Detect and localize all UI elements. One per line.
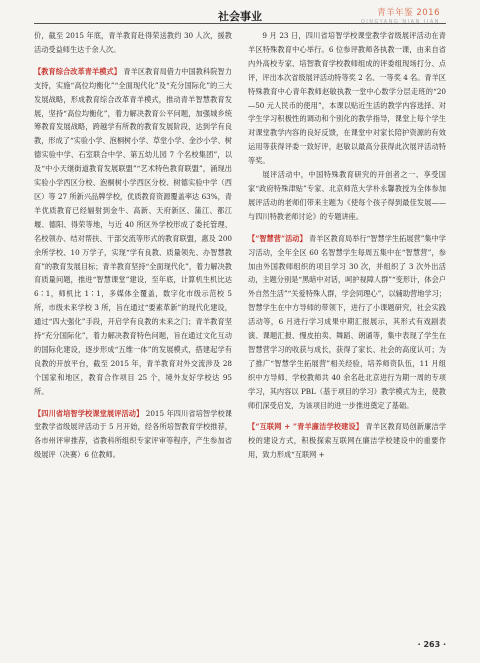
- section-internet-integrity-school: [248, 420, 446, 462]
- right-column: [248, 29, 446, 462]
- paragraph: 展评活动中，中国特殊教育研究的开创者之一、享受国家“政府特殊津贴”专家、北京师范大学朴永馨教授为全体参加展评活动的老师们带来主题为《使每个孩子得到最佳发展——与四川特教老师讨论》的专题讲座。: [248, 170, 446, 221]
- yearbook-title: 青羊年鉴 2016: [377, 8, 440, 18]
- section-heading: 【“互联网 + ”青羊廉洁学校建设】: [248, 422, 364, 432]
- section-body: 青羊区教育局借力中国教科院智力支持，实施“高位均衡化”“全面现代化”及“充分国际化”的三大发展战略，形成教育综合改革青羊模式，推动青羊智慧教育发展，坚持“高位均衡化”，着力解决教育公平问题，加强城乡统筹教育发展战略，跨越学有所教的教育发展阶段，达到学有良教，形成了“实验小学、泡桐树小学、草堂小学、金沙小学、树德实验中学、石室联合中学、第五幼儿园 7 个名校集团”，以及“中小天继街道教育发展联盟”“艺术特色教育联盟”，涌现出实验小学西区分校、泡桐树小学西区分校、树德实验中学（西区）等 27 所新兴品牌学校，优质教育资源覆盖率达 63%，青羊优质教育已经辐射到金牛、高新、天府新区、蒲江、都江堰、德阳、得荣等地，与近 40 所区外学校形成了委托管理、名校领办、结对帮扶、干部交流等形式的教育联盟，惠及 200 余所学校、10 万学子，实现“学有良教、质量领先、办智慧教育”的教育发展目标；青羊教育坚持“全面现代化”，着力解决教育质量问题，推进“智慧课堂”建设，至年底，计算机生机比达 6∶1，师机比 1∶1，多媒体全覆盖，数字化市级示范校 5 所，市级未来学校 3 所，旨在通过“要素革新”的现代化建设，通过“四大强化”手段，开启学有良教的未来之门；青羊教育坚持“充分国际化”，着力解决教育特色问题，旨在通过文化互动的国际化建设，逐步形成“五维一体”的发展模式，搭建起学有良教的开放平台，截至 2015 年，青羊教育对外交流涉及 28 个国家和地区，教育合作项目 25 个，境外友好学校达 95 所。: [34, 66, 232, 396]
- left-column: [34, 29, 232, 462]
- section-body: 青羊区教育局创新廉洁学校的建设方式，积极探索互联网在廉洁学校建设中的重要作用，致力形成“互联网 +: [248, 422, 447, 460]
- page-number: · 263 ·: [417, 640, 446, 649]
- section-heading: 【教育综合改革青羊模式】: [34, 66, 121, 76]
- paragraph: 价，截至 2015 年底，青羊教育赴得荣送教约 30 人次，援教活动受益师生达千余人次。: [34, 31, 232, 54]
- yearbook-pinyin: QINGYANG NIAN JIAN: [360, 19, 440, 25]
- paragraph: 9 月 23 日，四川省培智学校课堂教学省级展评活动在青羊区特殊教育中心举行。6 位参评教师各执教一课，由来自省内外高校专家、培智教育学校教师组成的评委组现场打分、点评，评出本次省级展评活动特等奖 2 名、一等奖 4 名。青羊区特殊教育中心青年教师赵敏执教一堂中心数学分层走班的“20—50 元人民币的使用”，本课以贴近生活的教学内容选择、对学生学习积极性的调动和个别化的教学指导，课堂上每个学生对课堂教学内容的良好反馈，在课堂中对家长陪护资源的有效运用等获得评委一致好评，赵敏以最高分获得此次展评活动特等奖。: [248, 31, 446, 166]
- section-heading: 【“智慧营”活动】: [248, 233, 307, 243]
- section-body: 青羊区教育局举行“智慧学生拓展营”集中学习活动，全年全区 60 名智慧学生每周五集中在“智慧营”，参加由外国教师组织的项目学习 30 次，并组织了 3 次外出活动，主题分别是“黑暗中对话，呵护视障人群”“变形计，体会户外自然生活”“关爱特殊人群，学会同理心”，以辅助营地学习；智慧学生在中方导师的带领下，进行了小课题研究，社会实践活动等，6 月进行学习成果中期汇报展示，其形式有戏剧表演、课题汇报、慢皮拍卖、舞蹈、朗诵等，集中表现了学生在智慧营学习的收获与成长，获得了家长、社会的高度认可；为了推广“智慧学生拓展营”相关经验，培养师资队伍，11 月组织中方导师、学校教师共 40 余名赴北京进行为期一周的专项学习，其内容以 PBL（基于项目的学习）教学模式为主，使教师们深受启发，为该项目的进一步推进奠定了基础。: [248, 233, 446, 410]
- section-smart-camp: [248, 232, 446, 413]
- section-body: 2015 年四川省培智学校课堂教学省级展评活动于 5 月开始，经各所培智教育学校推荐，各市州评审推荐，省教科所组织专家评审等程序，产生参加省级展评（决赛）6 位教师。: [34, 408, 232, 460]
- section-title: 社会事业: [218, 10, 262, 23]
- header-rule: [34, 23, 446, 24]
- section-special-school-showcase: [34, 407, 232, 463]
- section-heading: 【四川省培智学校课堂展评活动】: [34, 408, 144, 418]
- section-education-reform: [34, 65, 232, 399]
